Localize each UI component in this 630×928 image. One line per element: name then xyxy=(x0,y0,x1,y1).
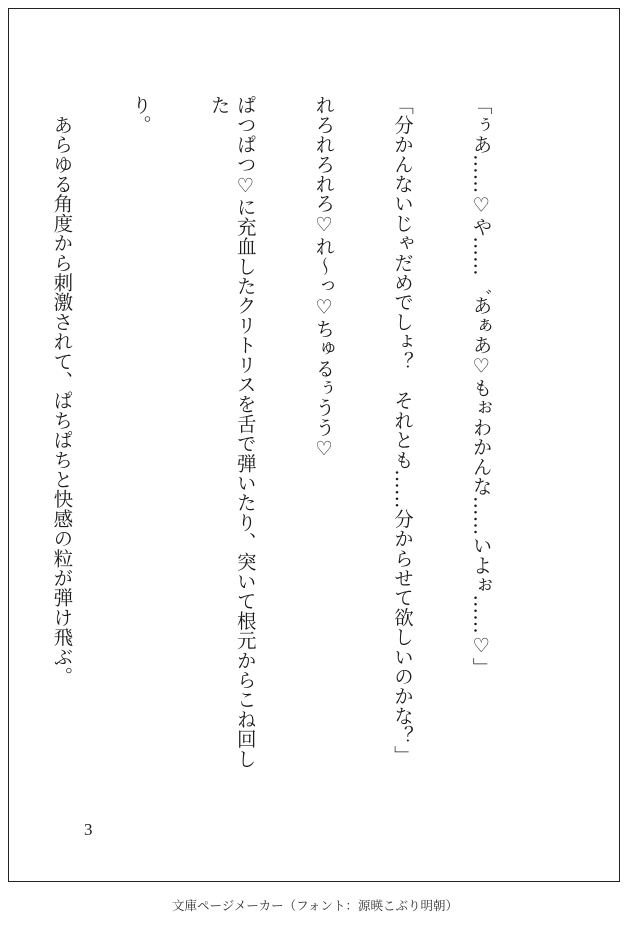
footer-caption: 文庫ページメーカー（フォント：源暎こぶり明朝） xyxy=(171,898,458,913)
text-line: 「ぅあ……♡や……゛あぁあ♡もぉわかんな……いよぉ……♡」 xyxy=(469,95,493,677)
text-line: ぱつぱつ♡に充血したクリトリスを舌で弾いたり、突いて根元からこね回した xyxy=(207,95,257,769)
page-number: 3 xyxy=(84,820,93,839)
text-line: 「分かんないじゃだめでしょ？ それとも……分からせて欲しいのかな？」 xyxy=(390,95,414,765)
vertical-text-body xyxy=(50,95,546,771)
text-line: り。 xyxy=(128,95,152,135)
text-line: れろれろれろ♡れ〜っ♡ちゅるぅうう♡ xyxy=(312,95,336,461)
text-line: あらゆる角度から刺激されて、ぱちぱちと快感の粒が弾け飛ぶ。 xyxy=(50,95,74,686)
